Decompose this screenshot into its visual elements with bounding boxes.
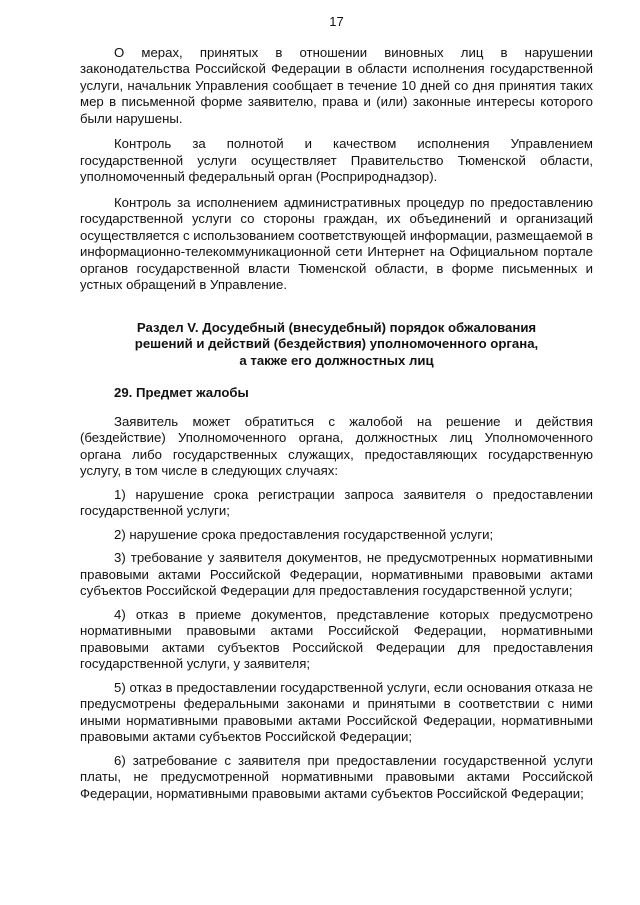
- list-item-5: 5) отказ в предоставлении государственной услуги, если основания отказа не предусмотрены федеральными законами и принятыми в соответствии с ними иными нормативными правовыми актами Российской Федерации, нормативными правовыми актами субъектов Российской Федерации;: [80, 679, 593, 744]
- paragraph-control-citizens: Контроль за исполнением административных процедур по предоставлению государственной услуги со стороны граждан, их объединений и организаций осуществляется с использованием соответствующей информации, размещаемой в информационно-телекоммуникационной сети Интернет на Официальном портале органов государственной власти Тюменской области, в форме письменных и устных обращений в Управление.: [80, 194, 593, 292]
- subheading-complaint-subject: 29. Предмет жалобы: [114, 385, 249, 400]
- section-title: [80, 320, 593, 370]
- list-item-1: 1) нарушение срока регистрации запроса заявителя о предоставлении государственной услуги;: [80, 486, 593, 518]
- section-title-line-1: Раздел V. Досудебный (внесудебный) порядок обжалования: [136, 319, 537, 335]
- paragraph-complaint-intro: Заявитель может обратиться с жалобой на решение и действия (бездействие) Уполномоченного органа, должностных лиц Уполномоченного органа либо государственных служащих, предоставляющих государственную услугу, в том числе в следующих случаях:: [80, 413, 593, 478]
- list-item-3: 3) требование у заявителя документов, не предусмотренных нормативными правовыми актами Российской Федерации, нормативными правовыми актами субъектов Российской Федерации для предоставления государственной услуги;: [80, 550, 593, 598]
- list-item-6: 6) затребование с заявителя при предоставлении государственной услуги платы, не предусмотренной нормативными правовыми актами Российской Федерации, нормативными правовыми актами субъектов Российской Федерации;: [80, 752, 593, 801]
- list-item-4: 4) отказ в приеме документов, представление которых предусмотрено нормативными правовыми актами Российской Федерации, нормативными правовыми актами субъектов Российской Федерации для предоставления государственной услуги, у заявителя;: [80, 606, 593, 671]
- paragraph-control-quality: Контроль за полнотой и качеством исполнения Управлением государственной услуги осуществляет Правительство Тюменской области, уполномоченный федеральный орган (Росприроднадзор).: [80, 136, 593, 184]
- paragraph-measures-report: О мерах, принятых в отношении виновных лиц в нарушении законодательства Российской Федерации в области исполнения государственной услуги, начальник Управления сообщает в течение 10 дней со дня принятия таких мер в письменной форме заявителю, права и (или) законные интересы которого были нарушены.: [80, 44, 593, 126]
- list-item-2: 2) нарушение срока предоставления государственной услуги;: [114, 526, 494, 542]
- section-title-line-2: решений и действий (бездействия) уполномоченного органа,: [134, 336, 539, 351]
- page-number: 17: [329, 14, 344, 29]
- section-title-line-3: а также его должностных лиц: [239, 352, 434, 368]
